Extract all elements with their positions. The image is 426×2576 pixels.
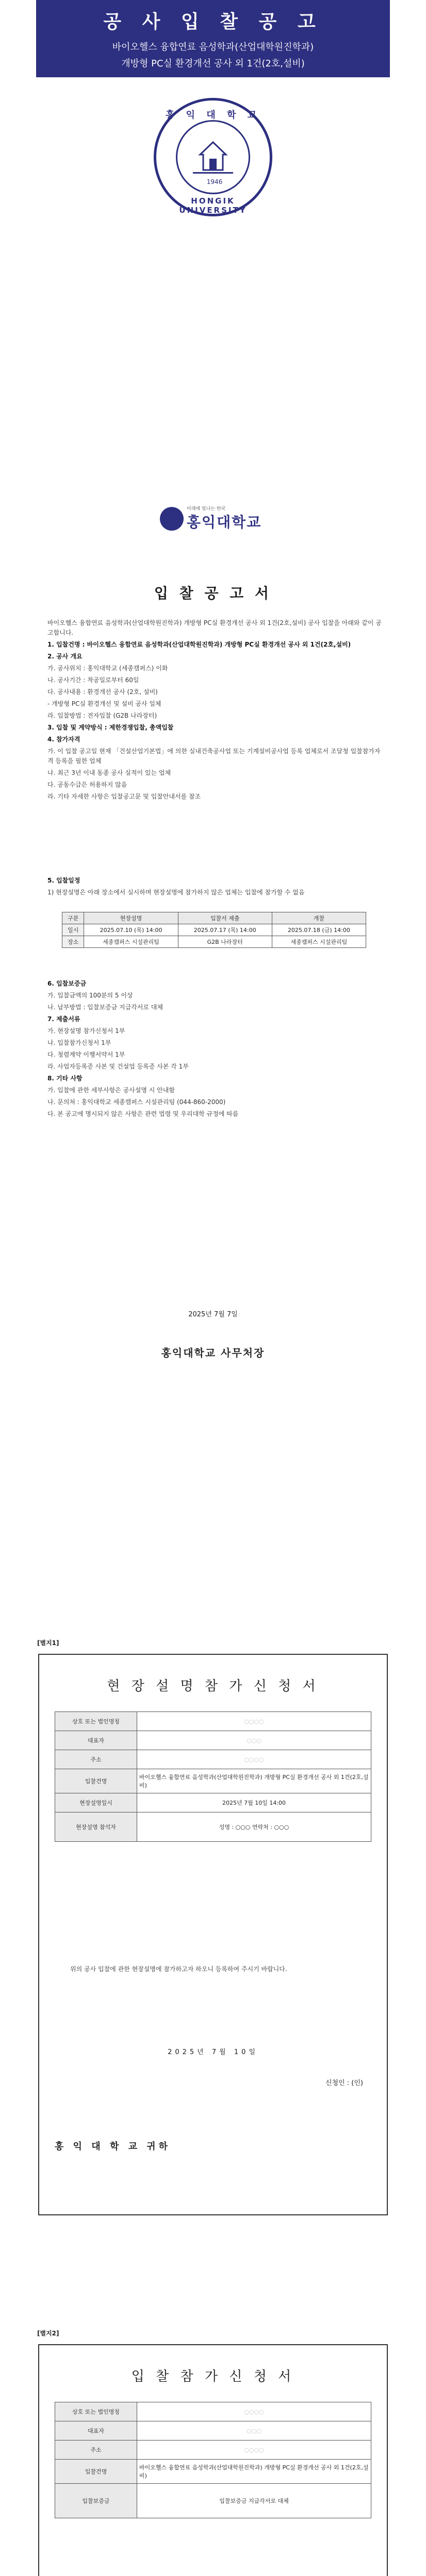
table-cell: G2B 나라장터	[178, 936, 272, 948]
table-row	[55, 1812, 371, 1842]
form2-table	[55, 2402, 371, 2518]
announcement-item: 라. 기타 자세한 사항은 입찰공고문 및 입찰안내서를 참조	[47, 793, 201, 800]
form-field-value: ○○○○	[137, 2402, 371, 2421]
announcement-item: 나. 공사기간 : 착공일로부터 60일	[47, 676, 139, 684]
announcement-item: 가. 입찰금액의 100분의 5 이상	[47, 992, 133, 999]
announcement-section: 1. 입찰건명 : 바이오헬스 융합연료 음성학과(산업대학원진학과) 개방형 PC실 환경개선 공사 외 1건(2호,설비)	[47, 641, 351, 648]
announcement-title: 입 찰 공 고 서	[154, 585, 272, 602]
more-sections	[47, 979, 383, 1121]
logo-mark-icon	[160, 507, 184, 531]
table-cell: 장소	[62, 936, 84, 948]
announcement-item: 다. 공사내용 : 환경개선 공사 (2호, 설비)	[47, 688, 158, 696]
table-cell: 일시	[62, 924, 84, 936]
table-header: 현장설명	[84, 912, 178, 924]
table-row	[62, 936, 366, 948]
announcement-item: 다. 청렴계약 이행서약서 1부	[47, 1051, 125, 1058]
table-header: 입찰서 제출	[178, 912, 272, 924]
announcement-item: 나. 문의처 : 홍익대학교 세종캠퍼스 시설관리팀 (044-860-2000)	[47, 1098, 226, 1106]
table-header: 개찰	[272, 912, 366, 924]
form2-tag: [별지2]	[37, 2330, 59, 2337]
table-row	[55, 1750, 371, 1769]
announcement-item: 가. 현장설명 참가신청서 1부	[47, 1027, 125, 1035]
table-row	[55, 2421, 371, 2441]
table-row	[62, 912, 366, 924]
announcement-item: 라. 입찰방법 : 전자입찰 (G2B 나라장터)	[47, 712, 157, 719]
table-row	[62, 924, 366, 936]
announcement-item: 다. 공동수급은 허용하지 않음	[47, 781, 127, 788]
table-cell: 2025.07.10 (목) 14:00	[84, 924, 178, 936]
announcement-intro: 바이오헬스 융합연료 음성학과(산업대학원진학과) 개방형 PC실 환경개선 공사 외 1건(2호,설비) 공사 입찰을 아래와 같이 공고합니다.	[47, 619, 382, 636]
table-row	[55, 1793, 371, 1812]
form2-box	[38, 2344, 388, 2576]
form-field-label: 주소	[55, 1750, 137, 1769]
form-field-label: 입찰건명	[55, 1769, 137, 1793]
form1-tag: [별지1]	[37, 1639, 59, 1647]
form1-box	[38, 1654, 388, 2215]
form1-note: 위의 공사 입찰에 관한 현장설명에 참가하고자 하오니 등록하여 주시기 바랍니다.	[70, 1965, 287, 1973]
announcement-item: - 개방형 PC실 환경개선 및 설비 공사 일체	[47, 700, 161, 707]
university-logo	[160, 505, 268, 536]
form-field-label: 상호 또는 법인명칭	[55, 1712, 137, 1731]
notice-date: 2025년 7월 7일	[188, 1311, 238, 1318]
form-field-label: 대표자	[55, 1731, 137, 1750]
form-field-label: 현장설명일시	[55, 1793, 137, 1812]
form1-date: 2025년 7월 10일	[168, 2048, 258, 2056]
form-field-label: 상호 또는 법인명칭	[55, 2402, 137, 2421]
form-field-label: 현장설명 참석자	[55, 1812, 137, 1842]
schedule-heading: 5. 입찰일정	[47, 877, 80, 884]
form-field-label: 입찰건명	[55, 2460, 137, 2484]
announcement-section: 6. 입찰보증금	[47, 980, 87, 987]
form-field-value: ○○○○	[137, 2441, 371, 2460]
table-row	[55, 1712, 371, 1731]
table-cell: 세종캠퍼스 시설관리팀	[84, 936, 178, 948]
table-cell: 세종캠퍼스 시설관리팀	[272, 936, 366, 948]
announcement-item: 가. 입찰에 관한 세부사항은 공사설명 시 안내함	[47, 1087, 175, 1094]
form-field-label: 대표자	[55, 2421, 137, 2441]
form-field-value: ○○○○	[137, 1750, 371, 1769]
announcement-item: 다. 본 공고에 명시되지 않은 사항은 관련 법령 및 우리대학 규정에 따름	[47, 1110, 239, 1117]
seal-top-text: 홍 익 대 학 교	[165, 110, 260, 121]
notice-banner	[36, 0, 390, 77]
logo-name: 홍익대학교	[187, 514, 262, 531]
logo-tagline: 미래에 빛나는 한국	[187, 506, 226, 512]
seal-emblem-icon	[193, 140, 233, 174]
table-row	[55, 1769, 371, 1793]
form-field-value: ○○○	[137, 2421, 371, 2441]
schedule-table	[62, 912, 366, 948]
form1-title: 현 장 설 명 참 가 신 청 서	[107, 1679, 319, 1694]
announcement-body	[47, 618, 383, 804]
form-field-value: ○○○	[137, 1731, 371, 1750]
table-row	[55, 1731, 371, 1750]
announcement-section: 7. 제출서류	[47, 1015, 80, 1023]
form-field-value: 바이오헬스 융합연료 음성학과(산업대학원진학과) 개방형 PC실 환경개선 공사 외 1건(2호,설비)	[137, 2460, 371, 2484]
form1-signature: 신청인 : (인)	[325, 2079, 363, 2087]
announcement-item: 라. 사업자등록증 사본 및 건설업 등록증 사본 각 1부	[47, 1063, 189, 1070]
announcement-section: 2. 공사 개요	[47, 653, 83, 660]
announcement-item: 나. 최근 3년 이내 동종 공사 실적이 있는 업체	[47, 769, 171, 776]
announcement-section: 8. 기타 사항	[47, 1075, 83, 1082]
form1-table	[55, 1711, 371, 1842]
form-field-value: 성명 : ○○○ 연락처 : ○○○	[137, 1812, 371, 1842]
table-row	[55, 2402, 371, 2421]
seal-inner-ring	[176, 120, 250, 194]
notice-title: 공 사 입 찰 공 고	[103, 11, 323, 32]
form-field-label: 주소	[55, 2441, 137, 2460]
table-row	[55, 2484, 371, 2518]
announcement-item: 나. 입찰참가신청서 1부	[47, 1039, 111, 1046]
table-header: 구분	[62, 912, 84, 924]
announcement-section: 4. 참가자격	[47, 736, 80, 743]
university-seal-icon	[154, 98, 272, 216]
table-row	[55, 2441, 371, 2460]
seal-bottom-text: HONGIK UNIVERSITY	[179, 196, 247, 215]
form-field-label: 입찰보증금	[55, 2484, 137, 2518]
form2-title: 입 찰 참 가 신 청 서	[131, 2369, 295, 2384]
table-row	[55, 2460, 371, 2484]
announcement-section: 3. 입찰 및 계약방식 : 제한경쟁입찰, 총액입찰	[47, 724, 174, 731]
form-field-value: 바이오헬스 융합연료 음성학과(산업대학원진학과) 개방형 PC실 환경개선 공사 외 1건(2호,설비)	[137, 1769, 371, 1793]
schedule-note: 1) 현장설명은 아래 장소에서 실시하며 현장설명에 참가하지 않은 업체는 입찰에 참가할 수 없음	[47, 889, 305, 896]
notice-subtitle-1: 바이오헬스 융합연료 음성학과(산업대학원진학과)	[112, 42, 314, 53]
announcement-item: 가. 이 입찰 공고일 현재 「건설산업기본법」에 의한 실내건축공사업 또는 기계설비공사업 등록 업체로서 조달청 입찰참가자격 등록을 필한 업체	[47, 748, 381, 765]
form-field-value: 2025년 7월 10일 14:00	[137, 1793, 371, 1812]
form1-recipient: 홍 익 대 학 교 귀하	[55, 2141, 171, 2152]
announcement-item: 가. 공사위치 : 홍익대학교 (세종캠퍼스) 이화	[47, 665, 168, 672]
table-cell: 2025.07.18 (금) 14:00	[272, 924, 366, 936]
table-cell: 2025.07.17 (목) 14:00	[178, 924, 272, 936]
announcement-item: 나. 납부방법 : 입찰보증금 지급각서로 대체	[47, 1004, 163, 1011]
form-field-value: 입찰보증금 지급각서로 대체	[137, 2484, 371, 2518]
notice-issuer: 홍익대학교 사무처장	[161, 1347, 265, 1359]
form-field-value: ○○○○	[137, 1712, 371, 1731]
seal-year: 1946	[206, 178, 223, 185]
notice-subtitle-2: 개방형 PC실 환경개선 공사 외 1건(2호,설비)	[121, 58, 305, 69]
schedule-block	[47, 876, 383, 900]
